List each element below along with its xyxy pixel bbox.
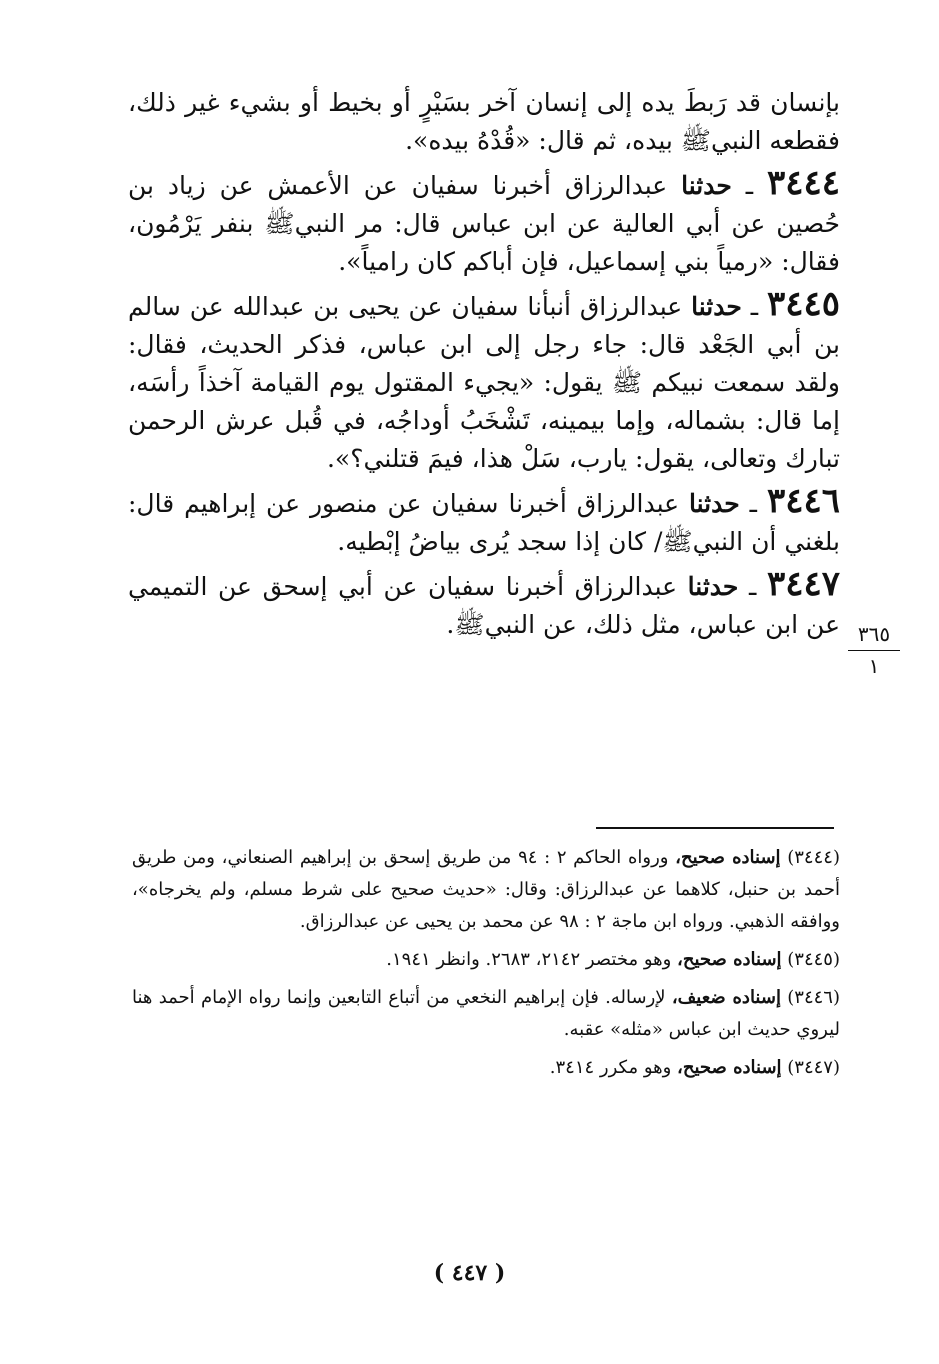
footnote-ref: (٣٤٤٦) — [787, 987, 840, 1008]
hadith-3445: ٣٤٤٥ ـ حدثنا عبدالرزاق أنبأنا سفيان عن يحيى بن عبدالله عن سالم بن أبي الجَعْد قال: جاء رجل إلى ابن عباس، فذكر الحديث، فقال: ولقد سمعت نبيكم ﷺ يقول: «يجيء المقتول يوم القيامة آخذاً رأسَه، إما قال: بشماله، وإما بيمينه، تَشْخَبُ أوداجُه، في قُبل عرش الرحمن تبارك وتعالى، يقول: يارب، سَلْ هذا، فيمَ قتلني؟». — [128, 284, 840, 473]
margin-reference-bottom: ١ — [868, 654, 880, 678]
footnote-separator — [596, 827, 834, 829]
hadith-lead: حدثنا — [681, 171, 732, 200]
continued-paragraph: بإنسان قد رَبطَ يده إلى إنسان آخر بسَيْرٍ أو بخيط أو بشيء غير ذلك، فقطعه النبيﷺ بيده، ثم قال: «قُدْهُ بيده». — [128, 88, 840, 155]
footnote-text: لإرساله. فإن إبراهيم النخعي من أتباع التابعين وإنما رواه الإمام أحمد هنا ليروي حديث ابن عباس «مثله» عقبه. — [132, 987, 840, 1040]
footnote-ref: (٣٤٤٥) — [787, 949, 840, 970]
main-text — [128, 84, 840, 644]
margin-reference-divider — [848, 650, 900, 651]
footnote-grade: إسناده صحيح، — [677, 949, 782, 970]
hadith-lead: حدثنا — [689, 489, 740, 518]
hadith-lead: حدثنا — [687, 572, 739, 601]
footnote-3446 — [132, 982, 840, 1046]
footnote-text: وهو مختصر ٢١٤٢، ٢٦٨٣. وانظر ١٩٤١. — [386, 949, 672, 970]
hadith-text: عبدالرزاق أنبأنا سفيان عن يحيى بن عبدالله عن سالم بن أبي الجَعْد قال: جاء رجل إلى ابن عباس، فذكر الحديث، فقال: ولقد سمعت نبيكم ﷺ يقول: «يجيء المقتول يوم القيامة آخذاً رأسَه، إما قال: بشماله، وإما بيمينه، تَشْخَبُ أوداجُه، في قُبل عرش الرحمن تبارك وتعالى، يقول: يارب، سَلْ هذا، فيمَ قتلني؟». — [128, 292, 840, 473]
hadith-3444: ٣٤٤٤ ـ حدثنا عبدالرزاق أخبرنا سفيان عن الأعمش عن زياد بن حُصين عن أبي العالية عن ابن عباس قال: مر النبيﷺ بنفر يَرْمُون، فقال: «رمياً بني إسماعيل، فإن أباكم كان رامياً». — [128, 163, 840, 276]
footnote-3444 — [132, 842, 840, 938]
footnote-3445 — [132, 944, 840, 976]
footnote-ref: (٣٤٤٧) — [787, 1057, 840, 1078]
footnote-grade: إسناده ضعيف، — [671, 987, 781, 1008]
footnote-text: وهو مكرر ٣٤١٤. — [549, 1057, 672, 1078]
hadith-number: ٣٤٤٧ — [766, 564, 840, 604]
margin-reference-top: ٣٦٥ — [857, 622, 891, 646]
footnote-grade: إسناده صحيح، — [675, 847, 781, 868]
footnote-ref: (٣٤٤٤) — [787, 847, 840, 868]
hadith-text: عبدالرزاق أخبرنا سفيان عن الأعمش عن زياد بن حُصين عن أبي العالية عن ابن عباس قال: مر النبيﷺ بنفر يَرْمُون، فقال: «رمياً بني إسماعيل، فإن أباكم كان رامياً». — [128, 171, 840, 276]
footnote-grade: إسناده صحيح، — [677, 1057, 782, 1078]
hadith-text: عبدالرزاق أخبرنا سفيان عن أبي إسحق عن التميمي عن ابن عباس، مثل ذلك، عن النبيﷺ. — [128, 572, 840, 639]
footnotes — [132, 842, 840, 1090]
footnote-3447 — [132, 1052, 840, 1084]
hadith-3447: ٣٤٤٧ ـ حدثنا عبدالرزاق أخبرنا سفيان عن أبي إسحق عن التميمي عن ابن عباس، مثل ذلك، عن النبيﷺ. — [128, 564, 840, 639]
margin-volume-reference — [848, 622, 900, 677]
hadith-number: ٣٤٤٦ — [766, 481, 840, 521]
hadith-lead: حدثنا — [691, 292, 742, 321]
hadith-3446: ٣٤٤٦ ـ حدثنا عبدالرزاق أخبرنا سفيان عن منصور عن إبراهيم قال: بلغني أن النبيﷺ/ كان إذا سجد يُرى بياضُ إبْطيه. — [128, 481, 840, 556]
page-number: ( ٤٤٧ ) — [433, 1260, 506, 1286]
footnote-text: ورواه الحاكم ٢ : ٩٤ من طريق إسحق بن إبراهيم الصنعاني، ومن طريق أحمد بن حنبل، كلاهما عن عبدالرزاق: وقال: «حديث صحيح على شرط مسلم، ولم يخرجاه»، ووافقه الذهبي. ورواه ابن ماجة ٢ : ٩٨ عن محمد بن يحيى عن عبدالرزاق. — [132, 847, 840, 932]
hadith-number: ٣٤٤٤ — [766, 163, 840, 203]
hadith-number: ٣٤٤٥ — [766, 284, 840, 324]
hadith-text: عبدالرزاق أخبرنا سفيان عن منصور عن إبراهيم قال: بلغني أن النبيﷺ/ كان إذا سجد يُرى بياضُ إبْطيه. — [128, 489, 840, 556]
